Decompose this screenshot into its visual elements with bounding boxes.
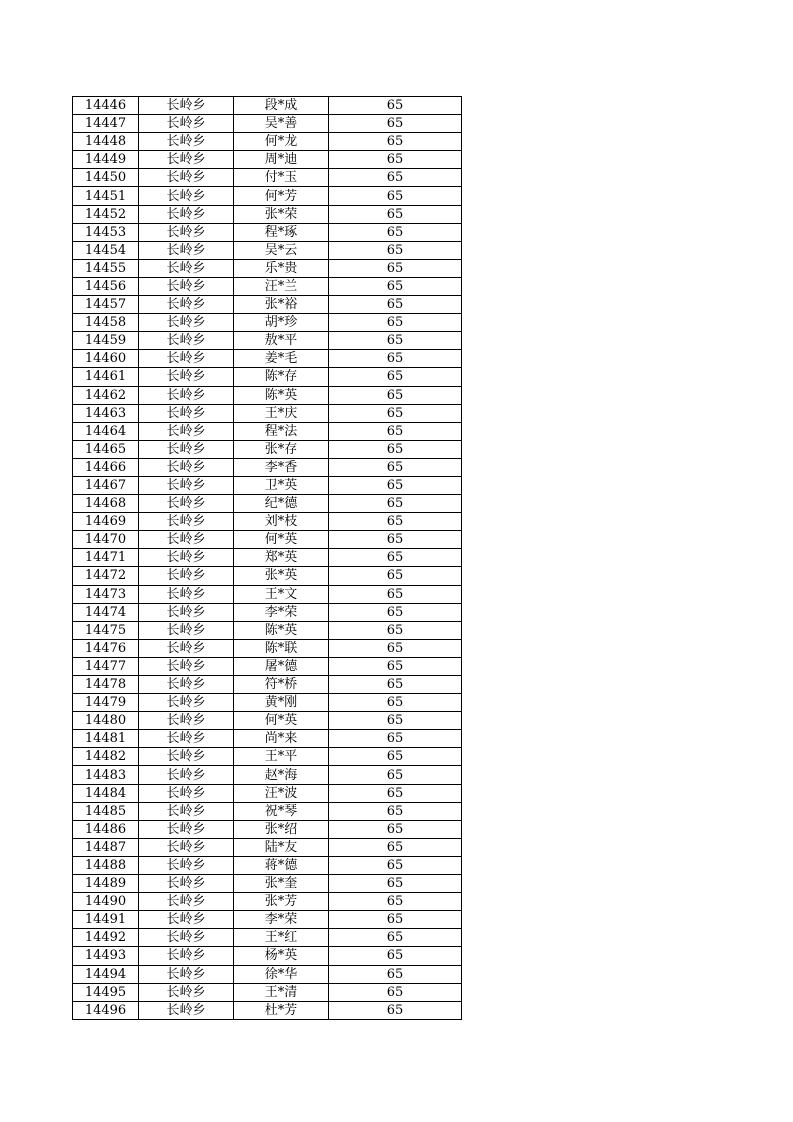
row-number-cell: 14478 <box>73 676 139 694</box>
name-cell: 陈*英 <box>234 621 329 639</box>
row-number-cell: 14452 <box>73 205 139 223</box>
value-cell: 65 <box>329 241 462 259</box>
township-cell: 长岭乡 <box>139 911 234 929</box>
table-row <box>73 766 462 784</box>
row-number-cell: 14475 <box>73 621 139 639</box>
value-cell: 65 <box>329 151 462 169</box>
value-cell: 65 <box>329 187 462 205</box>
table-row <box>73 676 462 694</box>
row-number-cell: 14449 <box>73 151 139 169</box>
row-number-cell: 14476 <box>73 639 139 657</box>
name-cell: 卫*英 <box>234 476 329 494</box>
row-number-cell: 14464 <box>73 422 139 440</box>
value-cell: 65 <box>329 657 462 675</box>
table-row <box>73 223 462 241</box>
name-cell: 张*裕 <box>234 296 329 314</box>
township-cell: 长岭乡 <box>139 1001 234 1019</box>
name-cell: 陆*友 <box>234 838 329 856</box>
table-row <box>73 911 462 929</box>
township-cell: 长岭乡 <box>139 133 234 151</box>
table-row <box>73 332 462 350</box>
row-number-cell: 14496 <box>73 1001 139 1019</box>
township-cell: 长岭乡 <box>139 97 234 115</box>
township-cell: 长岭乡 <box>139 929 234 947</box>
row-number-cell: 14461 <box>73 368 139 386</box>
table-row <box>73 875 462 893</box>
value-cell: 65 <box>329 784 462 802</box>
row-number-cell: 14459 <box>73 332 139 350</box>
value-cell: 65 <box>329 277 462 295</box>
township-cell: 长岭乡 <box>139 350 234 368</box>
row-number-cell: 14467 <box>73 476 139 494</box>
value-cell: 65 <box>329 838 462 856</box>
township-cell: 长岭乡 <box>139 169 234 187</box>
township-cell: 长岭乡 <box>139 296 234 314</box>
township-cell: 长岭乡 <box>139 875 234 893</box>
row-number-cell: 14490 <box>73 893 139 911</box>
table-row <box>73 730 462 748</box>
township-cell: 长岭乡 <box>139 730 234 748</box>
township-cell: 长岭乡 <box>139 368 234 386</box>
name-cell: 王*庆 <box>234 404 329 422</box>
name-cell: 张*奎 <box>234 875 329 893</box>
row-number-cell: 14471 <box>73 549 139 567</box>
name-cell: 陈*存 <box>234 368 329 386</box>
township-cell: 长岭乡 <box>139 458 234 476</box>
name-cell: 程*法 <box>234 422 329 440</box>
row-number-cell: 14448 <box>73 133 139 151</box>
name-cell: 赵*海 <box>234 766 329 784</box>
township-cell: 长岭乡 <box>139 223 234 241</box>
name-cell: 王*平 <box>234 748 329 766</box>
township-cell: 长岭乡 <box>139 748 234 766</box>
name-cell: 吴*云 <box>234 241 329 259</box>
township-cell: 长岭乡 <box>139 676 234 694</box>
table-row <box>73 712 462 730</box>
row-number-cell: 14495 <box>73 983 139 1001</box>
name-cell: 付*玉 <box>234 169 329 187</box>
table-row <box>73 983 462 1001</box>
table-row <box>73 694 462 712</box>
name-cell: 敖*平 <box>234 332 329 350</box>
value-cell: 65 <box>329 386 462 404</box>
row-number-cell: 14488 <box>73 856 139 874</box>
name-cell: 李*荣 <box>234 603 329 621</box>
value-cell: 65 <box>329 223 462 241</box>
table-row <box>73 133 462 151</box>
table-row <box>73 567 462 585</box>
value-cell: 65 <box>329 1001 462 1019</box>
table-row <box>73 513 462 531</box>
township-cell: 长岭乡 <box>139 657 234 675</box>
row-number-cell: 14472 <box>73 567 139 585</box>
township-cell: 长岭乡 <box>139 440 234 458</box>
table-row <box>73 621 462 639</box>
row-number-cell: 14462 <box>73 386 139 404</box>
township-cell: 长岭乡 <box>139 802 234 820</box>
value-cell: 65 <box>329 458 462 476</box>
township-cell: 长岭乡 <box>139 151 234 169</box>
row-number-cell: 14480 <box>73 712 139 730</box>
row-number-cell: 14474 <box>73 603 139 621</box>
table-row <box>73 296 462 314</box>
township-cell: 长岭乡 <box>139 766 234 784</box>
row-number-cell: 14460 <box>73 350 139 368</box>
row-number-cell: 14473 <box>73 585 139 603</box>
name-cell: 汪*兰 <box>234 277 329 295</box>
value-cell: 65 <box>329 947 462 965</box>
township-cell: 长岭乡 <box>139 241 234 259</box>
name-cell: 徐*华 <box>234 965 329 983</box>
value-cell: 65 <box>329 748 462 766</box>
value-cell: 65 <box>329 856 462 874</box>
row-number-cell: 14446 <box>73 97 139 115</box>
table-row <box>73 929 462 947</box>
name-cell: 段*成 <box>234 97 329 115</box>
value-cell: 65 <box>329 368 462 386</box>
township-cell: 长岭乡 <box>139 495 234 513</box>
township-cell: 长岭乡 <box>139 476 234 494</box>
value-cell: 65 <box>329 639 462 657</box>
row-number-cell: 14492 <box>73 929 139 947</box>
value-cell: 65 <box>329 603 462 621</box>
name-cell: 刘*枝 <box>234 513 329 531</box>
value-cell: 65 <box>329 676 462 694</box>
township-cell: 长岭乡 <box>139 422 234 440</box>
township-cell: 长岭乡 <box>139 893 234 911</box>
table-row <box>73 440 462 458</box>
name-cell: 纪*德 <box>234 495 329 513</box>
table-row <box>73 965 462 983</box>
township-cell: 长岭乡 <box>139 531 234 549</box>
row-number-cell: 14487 <box>73 838 139 856</box>
table-row <box>73 422 462 440</box>
row-number-cell: 14468 <box>73 495 139 513</box>
table-row <box>73 639 462 657</box>
row-number-cell: 14485 <box>73 802 139 820</box>
table-row <box>73 169 462 187</box>
value-cell: 65 <box>329 404 462 422</box>
name-cell: 程*琢 <box>234 223 329 241</box>
name-cell: 张*英 <box>234 567 329 585</box>
table-row <box>73 458 462 476</box>
row-number-cell: 14450 <box>73 169 139 187</box>
name-cell: 杜*芳 <box>234 1001 329 1019</box>
table-row <box>73 603 462 621</box>
row-number-cell: 14493 <box>73 947 139 965</box>
row-number-cell: 14481 <box>73 730 139 748</box>
table-row <box>73 838 462 856</box>
name-cell: 蒋*德 <box>234 856 329 874</box>
township-cell: 长岭乡 <box>139 332 234 350</box>
name-cell: 符*桥 <box>234 676 329 694</box>
name-cell: 陈*联 <box>234 639 329 657</box>
name-cell: 陈*英 <box>234 386 329 404</box>
name-cell: 王*文 <box>234 585 329 603</box>
name-cell: 何*龙 <box>234 133 329 151</box>
table-row <box>73 476 462 494</box>
name-cell: 张*存 <box>234 440 329 458</box>
table-row <box>73 784 462 802</box>
name-cell: 何*英 <box>234 531 329 549</box>
township-cell: 长岭乡 <box>139 784 234 802</box>
table-row <box>73 368 462 386</box>
name-cell: 王*清 <box>234 983 329 1001</box>
value-cell: 65 <box>329 712 462 730</box>
value-cell: 65 <box>329 169 462 187</box>
township-cell: 长岭乡 <box>139 820 234 838</box>
value-cell: 65 <box>329 332 462 350</box>
value-cell: 65 <box>329 585 462 603</box>
row-number-cell: 14454 <box>73 241 139 259</box>
table-row <box>73 314 462 332</box>
table-row <box>73 404 462 422</box>
row-number-cell: 14484 <box>73 784 139 802</box>
value-cell: 65 <box>329 567 462 585</box>
row-number-cell: 14486 <box>73 820 139 838</box>
township-cell: 长岭乡 <box>139 965 234 983</box>
name-cell: 祝*琴 <box>234 802 329 820</box>
value-cell: 65 <box>329 893 462 911</box>
table-row <box>73 97 462 115</box>
value-cell: 65 <box>329 314 462 332</box>
row-number-cell: 14491 <box>73 911 139 929</box>
table-row <box>73 748 462 766</box>
row-number-cell: 14494 <box>73 965 139 983</box>
value-cell: 65 <box>329 97 462 115</box>
row-number-cell: 14466 <box>73 458 139 476</box>
row-number-cell: 14482 <box>73 748 139 766</box>
value-cell: 65 <box>329 476 462 494</box>
table-row <box>73 205 462 223</box>
township-cell: 长岭乡 <box>139 567 234 585</box>
name-cell: 何*英 <box>234 712 329 730</box>
row-number-cell: 14458 <box>73 314 139 332</box>
name-cell: 汪*波 <box>234 784 329 802</box>
data-table <box>72 96 462 1020</box>
value-cell: 65 <box>329 549 462 567</box>
row-number-cell: 14457 <box>73 296 139 314</box>
township-cell: 长岭乡 <box>139 314 234 332</box>
township-cell: 长岭乡 <box>139 115 234 133</box>
name-cell: 屠*德 <box>234 657 329 675</box>
township-cell: 长岭乡 <box>139 603 234 621</box>
row-number-cell: 14477 <box>73 657 139 675</box>
table-row <box>73 187 462 205</box>
row-number-cell: 14456 <box>73 277 139 295</box>
row-number-cell: 14465 <box>73 440 139 458</box>
table-row <box>73 893 462 911</box>
value-cell: 65 <box>329 875 462 893</box>
value-cell: 65 <box>329 296 462 314</box>
name-cell: 杨*英 <box>234 947 329 965</box>
township-cell: 长岭乡 <box>139 712 234 730</box>
value-cell: 65 <box>329 766 462 784</box>
township-cell: 长岭乡 <box>139 983 234 1001</box>
township-cell: 长岭乡 <box>139 585 234 603</box>
value-cell: 65 <box>329 350 462 368</box>
value-cell: 65 <box>329 911 462 929</box>
table-row <box>73 241 462 259</box>
township-cell: 长岭乡 <box>139 404 234 422</box>
name-cell: 乐*贵 <box>234 259 329 277</box>
name-cell: 周*迪 <box>234 151 329 169</box>
row-number-cell: 14469 <box>73 513 139 531</box>
township-cell: 长岭乡 <box>139 386 234 404</box>
name-cell: 郑*英 <box>234 549 329 567</box>
table-row <box>73 802 462 820</box>
value-cell: 65 <box>329 115 462 133</box>
table-row <box>73 277 462 295</box>
row-number-cell: 14453 <box>73 223 139 241</box>
township-cell: 长岭乡 <box>139 549 234 567</box>
township-cell: 长岭乡 <box>139 947 234 965</box>
township-cell: 长岭乡 <box>139 694 234 712</box>
township-cell: 长岭乡 <box>139 513 234 531</box>
township-cell: 长岭乡 <box>139 639 234 657</box>
table-row <box>73 820 462 838</box>
value-cell: 65 <box>329 495 462 513</box>
value-cell: 65 <box>329 133 462 151</box>
township-cell: 长岭乡 <box>139 187 234 205</box>
value-cell: 65 <box>329 983 462 1001</box>
name-cell: 黄*刚 <box>234 694 329 712</box>
table-row <box>73 657 462 675</box>
row-number-cell: 14483 <box>73 766 139 784</box>
table-row <box>73 549 462 567</box>
table-row <box>73 531 462 549</box>
row-number-cell: 14447 <box>73 115 139 133</box>
value-cell: 65 <box>329 259 462 277</box>
row-number-cell: 14470 <box>73 531 139 549</box>
table-row <box>73 350 462 368</box>
value-cell: 65 <box>329 440 462 458</box>
value-cell: 65 <box>329 513 462 531</box>
name-cell: 张*荣 <box>234 205 329 223</box>
table-row <box>73 947 462 965</box>
value-cell: 65 <box>329 965 462 983</box>
township-cell: 长岭乡 <box>139 856 234 874</box>
row-number-cell: 14451 <box>73 187 139 205</box>
township-cell: 长岭乡 <box>139 277 234 295</box>
table-row <box>73 585 462 603</box>
value-cell: 65 <box>329 820 462 838</box>
name-cell: 王*红 <box>234 929 329 947</box>
row-number-cell: 14463 <box>73 404 139 422</box>
name-cell: 尚*来 <box>234 730 329 748</box>
value-cell: 65 <box>329 694 462 712</box>
table-row <box>73 386 462 404</box>
table-row <box>73 259 462 277</box>
table-row <box>73 856 462 874</box>
name-cell: 李*香 <box>234 458 329 476</box>
table-row <box>73 115 462 133</box>
value-cell: 65 <box>329 802 462 820</box>
township-cell: 长岭乡 <box>139 621 234 639</box>
name-cell: 姜*毛 <box>234 350 329 368</box>
name-cell: 胡*珍 <box>234 314 329 332</box>
row-number-cell: 14479 <box>73 694 139 712</box>
township-cell: 长岭乡 <box>139 838 234 856</box>
name-cell: 何*芳 <box>234 187 329 205</box>
name-cell: 张*芳 <box>234 893 329 911</box>
value-cell: 65 <box>329 422 462 440</box>
township-cell: 长岭乡 <box>139 259 234 277</box>
township-cell: 长岭乡 <box>139 205 234 223</box>
name-cell: 吴*善 <box>234 115 329 133</box>
value-cell: 65 <box>329 531 462 549</box>
value-cell: 65 <box>329 621 462 639</box>
row-number-cell: 14489 <box>73 875 139 893</box>
name-cell: 李*荣 <box>234 911 329 929</box>
table-row <box>73 1001 462 1019</box>
value-cell: 65 <box>329 929 462 947</box>
name-cell: 张*绍 <box>234 820 329 838</box>
table-row <box>73 151 462 169</box>
value-cell: 65 <box>329 730 462 748</box>
row-number-cell: 14455 <box>73 259 139 277</box>
value-cell: 65 <box>329 205 462 223</box>
table-row <box>73 495 462 513</box>
table-body <box>73 97 462 1020</box>
